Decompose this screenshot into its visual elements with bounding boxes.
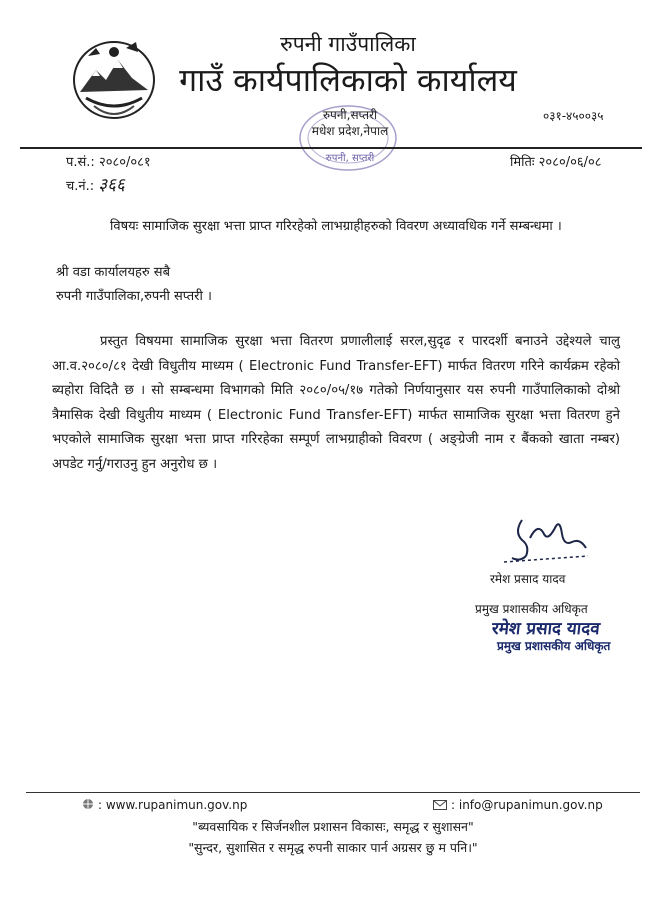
office-stamp [290,102,410,178]
addressee-line-2: रुपनी गाउँपालिका,रुपनी सप्तरी । [56,289,212,304]
addressee-line-1: श्री वडा कार्यालयहरु सबै [56,265,171,280]
stamp-line-1: रुपनी,सप्तरी [322,108,378,122]
office-name: गाउँ कार्यपालिकाको कार्यालय [179,61,517,99]
municipality-name: रुपनी गाउँपालिका [280,32,416,56]
subject-line: विषयः सामाजिक सुरक्षा भत्ता प्राप्त गरिरहेको लाभग्राहीहरुको विवरण अध्यावधिक गर्ने सम्बन्धमा । [110,219,562,234]
seal-title: प्रमुख प्रशासकीय अधिकृत [497,639,611,653]
footer-divider [26,792,640,793]
stamp-line-2: मधेश प्रदेश,नेपाल [311,124,389,138]
header-divider [20,147,642,149]
footer-slogan-2: "सुन्दर, सुशासित र समृद्ध रुपनी साकार पार्न अग्रसर छु म पनि।" [188,840,478,855]
footer-website [82,798,247,813]
email-text[interactable]: : info@rupanimun.gov.np [451,798,603,812]
signatory-title: प्रमुख प्रशासकीय अधिकृत [475,602,588,616]
letter-body: प्रस्तुत विषयमा सामाजिक सुरक्षा भत्ता वितरण प्रणालीलाई सरल,सुदृढ र पारदर्शी बनाउने उद्देश्यले चालु आ.व.२०८०/८१ देखी विधुतीय माध्यम ( Electronic Fund Transfer-EFT) मार्फत वितरण गरिने कार्यक्रम रहेको ब्यहोरा विदितै छ । सो सम्बन्धमा विभागको मिति २०८०/०५/१७ गतेको निर्णयानुसार यस रुपनी गाउँपालिकाको दोश्रो त्रैमासिक देखी विधुतीय माध्यम ( Electronic Fund Transfer-EFT) मार्फत सामाजिक सुरक्षा भत्ता वितरण हुने भएकोले सामाजिक सुरक्षा भत्ता प्राप्त गरिरहेका सम्पूर्ण लाभग्राहीको विवरण ( अङ्ग्रेजी नाम र बैंकको खाता नम्बर) अपडेट गर्नु/गराउनु हुन अनुरोध छ । [52,334,620,472]
footer-email [433,798,603,813]
seal-name: रमेश प्रसाद यादव [490,619,601,639]
letter-date: मितिः २०८०/०६/०८ [510,155,602,170]
signatory-name: रमेश प्रसाद यादव [490,572,566,586]
handwritten-signature [500,512,595,568]
stamp-line-3: रुपनी, सप्तरी [325,153,375,164]
patra-sankhya: प.सं.: २०८०/०८१ [66,155,151,170]
footer-slogan-1: "ब्यवसायिक र सिर्जनशील प्रशासन विकासः, समृद्ध र सुशासन" [192,819,474,834]
chalani-label: च.नं.: [66,179,95,194]
globe-icon [82,798,94,813]
chalani-number-row [66,172,125,195]
website-text[interactable]: : www.rupanimun.gov.np [98,798,248,812]
chalani-number: ३६६ [98,175,125,195]
mail-icon [433,799,447,813]
phone-number: ०३१-४५००३५ [543,109,604,123]
